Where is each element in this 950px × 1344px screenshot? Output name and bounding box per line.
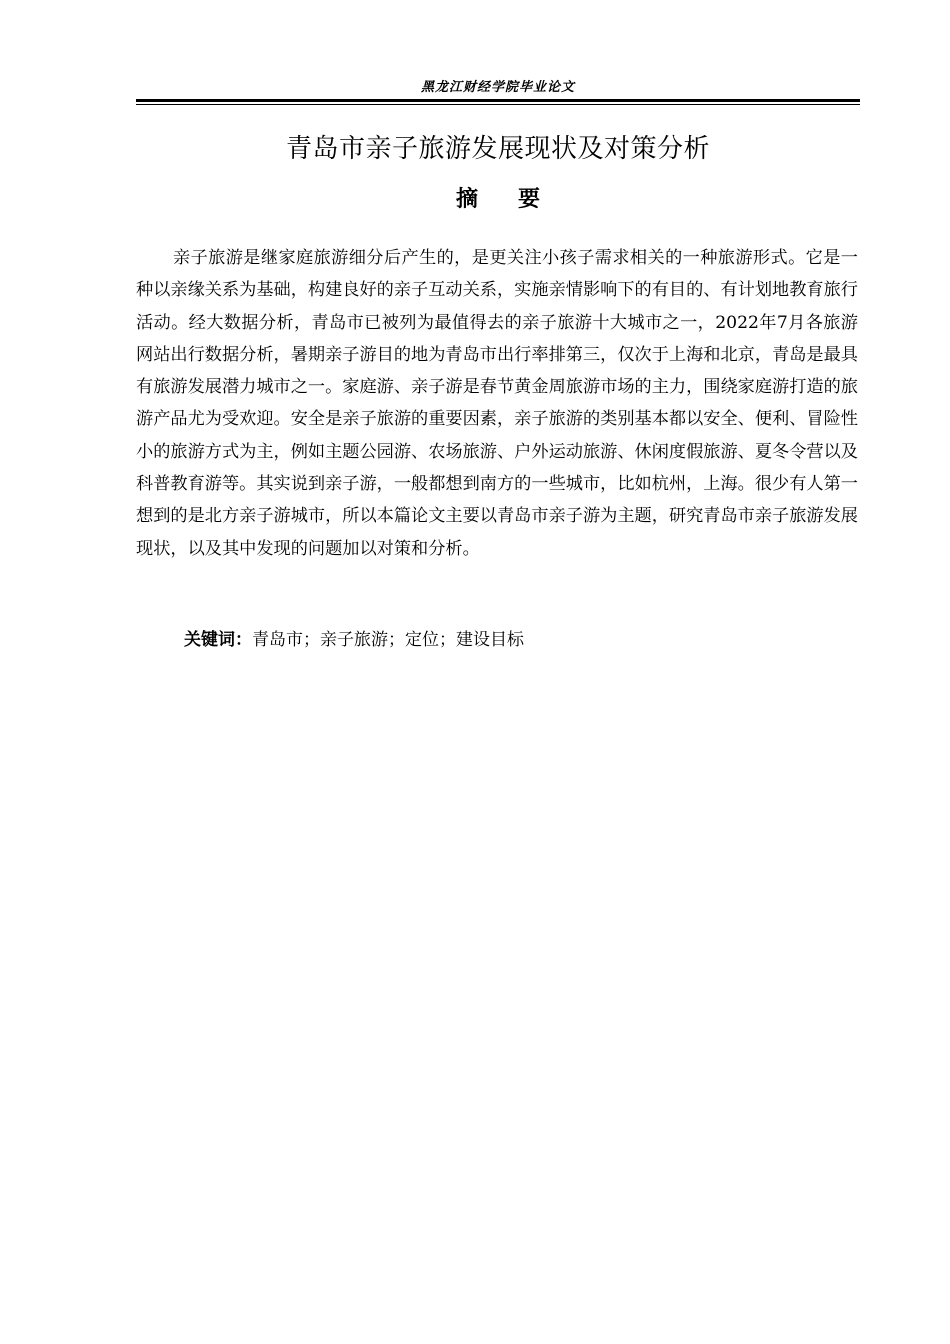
keywords-label: 关键词： — [184, 630, 252, 650]
header-rule-thick — [136, 99, 860, 102]
running-header: 黑龙江财经学院毕业论文 — [420, 80, 575, 95]
abstract-paragraph: 亲子旅游是继家庭旅游细分后产生的，是更关注小孩子需求相关的一种旅游形式。它是一种以亲缘关系为基础，构建良好的亲子互动关系，实施亲情影响下的有目的、有计划地教育旅行活动。经大数据分析，青岛市已被列为最值得去的亲子旅游十大城市之一，2022年7月各旅游网站出行数据分析，暑期亲子游目的地为青岛市出行率排第三，仅次于上海和北京，青岛是最具有旅游发展潜力城市之一。家庭游、亲子游是春节黄金周旅游市场的主力，围绕家庭游打造的旅游产品尤为受欢迎。安全是亲子旅游的重要因素，亲子旅游的类别基本都以安全、便利、冒险性小的旅游方式为主，例如主题公园游、农场旅游、户外运动旅游、休闲度假旅游、夏冬令营以及科普教育游等。其实说到亲子游，一般都想到南方的一些城市，比如杭州，上海。很少有人第一想到的是北方亲子游城市，所以本篇论文主要以青岛市亲子游为主题，研究青岛市亲子旅游发展现状，以及其中发现的问题加以对策和分析。 — [136, 248, 858, 559]
keywords-value: 青岛市；亲子旅游；定位；建设目标 — [252, 630, 524, 650]
keywords-line — [184, 625, 844, 655]
abstract-heading: 摘要 — [455, 187, 580, 212]
header-rule-thin — [136, 104, 860, 105]
thesis-title: 青岛市亲子旅游发展现状及对策分析 — [285, 134, 710, 164]
